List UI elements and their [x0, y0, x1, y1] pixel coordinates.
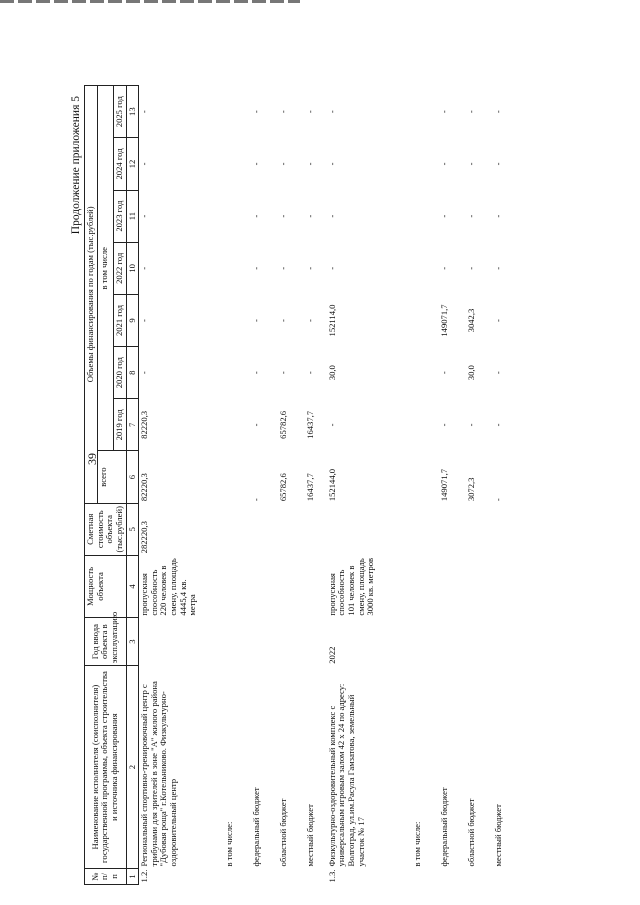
year-value: [407, 399, 434, 451]
year-value: -: [139, 266, 150, 270]
commission-year: [407, 618, 434, 666]
year-value: -: [277, 319, 288, 322]
year-value: -: [438, 162, 449, 166]
object-row: [139, 86, 219, 885]
year-value: -: [250, 266, 261, 270]
column-number: 8: [126, 347, 139, 399]
column-number: 5: [126, 503, 139, 555]
year-value: 82220,3: [139, 410, 150, 439]
total-value: [219, 451, 246, 503]
total-value: 65782,6: [277, 473, 288, 502]
year-value: -: [139, 214, 150, 218]
year-value: [407, 190, 434, 242]
row-num: [219, 868, 246, 884]
year-value: -: [326, 423, 337, 427]
commission-year: [246, 618, 273, 666]
header-total: всего: [97, 451, 126, 503]
column-number: 6: [126, 451, 139, 503]
year-value: -: [438, 214, 449, 218]
year-value: -: [492, 110, 503, 114]
year-value: [407, 242, 434, 294]
year-value: -: [139, 162, 150, 166]
year-value: -: [250, 371, 261, 375]
column-number: 10: [126, 242, 139, 294]
column-number: 9: [126, 294, 139, 346]
year-value: 149071,7: [438, 304, 449, 337]
capacity: [246, 555, 273, 617]
header-year-2020: 2020 год: [113, 347, 126, 399]
row-num: [488, 868, 515, 884]
commission-year: [273, 618, 300, 666]
year-value: -: [277, 214, 288, 218]
total-value: 152144,0: [326, 468, 337, 502]
year-value: [219, 399, 246, 451]
year-value: -: [277, 162, 288, 166]
commission-year: [219, 618, 246, 666]
commission-year: 2022: [326, 646, 337, 664]
year-value: [219, 138, 246, 190]
year-value: -: [492, 162, 503, 166]
year-value: 65782,6: [277, 410, 288, 439]
capacity: [273, 555, 300, 617]
year-value: 16437,7: [304, 410, 315, 439]
object-row: [327, 86, 407, 885]
year-value: -: [277, 110, 288, 114]
year-value: [219, 86, 246, 138]
year-value: -: [250, 162, 261, 166]
row-num: [461, 868, 488, 884]
commission-year: [300, 618, 327, 666]
header-year-2022: 2022 год: [113, 242, 126, 294]
budget-row: [273, 86, 300, 885]
estimated-cost: [461, 503, 488, 555]
year-value: -: [250, 214, 261, 218]
year-value: [219, 294, 246, 346]
column-number: 7: [126, 399, 139, 451]
page-number: 39: [85, 453, 99, 465]
year-value: -: [326, 266, 337, 270]
incl-label-row: [407, 86, 434, 885]
year-value: -: [465, 162, 476, 166]
year-value: -: [304, 371, 315, 375]
budget-row: [300, 86, 327, 885]
header-funding: Объемы финансирования по годам (тыс.рублей): [85, 86, 98, 504]
estimated-cost: [434, 503, 461, 555]
header-cost: Сметная стоимость объекта (тыс.рублей): [85, 503, 127, 555]
header-year-2019: 2019 год: [113, 399, 126, 451]
year-value: -: [465, 110, 476, 114]
year-value: [219, 347, 246, 399]
budget-name: областной бюджет: [465, 798, 476, 867]
total-value: 3072,3: [465, 477, 476, 502]
commission-year: [434, 618, 461, 666]
year-value: -: [250, 423, 261, 427]
budget-name: федеральный бюджет: [250, 787, 261, 867]
estimated-cost: [407, 503, 434, 555]
commission-year: [461, 618, 488, 666]
header-year-2025: 2025 год: [113, 86, 126, 138]
total-value: [407, 451, 434, 503]
year-value: -: [438, 423, 449, 427]
capacity: пропускная способность 101 человек в смену, площадь 3000 кв. метров: [326, 557, 376, 616]
column-number: 2: [126, 666, 139, 869]
total-value: 149071,7: [438, 468, 449, 502]
year-value: -: [139, 319, 150, 322]
capacity: [219, 555, 246, 617]
year-value: -: [438, 371, 449, 375]
year-value: -: [304, 214, 315, 218]
row-num: 1.2.: [139, 869, 150, 883]
year-value: -: [465, 423, 476, 427]
year-value: [407, 86, 434, 138]
header-num: № п/п: [85, 868, 127, 884]
object-name: Физкультурно-оздоровительный комплекс с универсальным игровым залом 42 х 24 по адресу: Волгоград, ул.им.Расула Гамзатова, земельный участок № 17: [326, 683, 366, 867]
estimated-cost: [273, 503, 300, 555]
incl-label-row: [219, 86, 246, 885]
year-value: 30,0: [326, 365, 337, 381]
column-number: 13: [126, 86, 139, 138]
header-year-2023: 2023 год: [113, 190, 126, 242]
estimated-cost: 282220,3: [139, 521, 150, 554]
year-value: [407, 138, 434, 190]
column-number: 4: [126, 555, 139, 617]
estimated-cost: [488, 503, 515, 555]
budget-row: [488, 86, 515, 885]
budget-name: федеральный бюджет: [438, 787, 449, 867]
year-value: -: [465, 214, 476, 218]
object-name: Региональный спортивно-тренировочный центр с трибунами для зрителей в зоне "А" жилого района "Дубовая роща" г.Котельниково. Физкультурно-оздоровительный центр: [139, 681, 178, 867]
column-number: 1: [126, 868, 139, 884]
year-value: -: [304, 162, 315, 166]
capacity: [300, 555, 327, 617]
total-value: 82220,3: [139, 473, 150, 502]
budget-row: [461, 86, 488, 885]
estimated-cost: [300, 503, 327, 555]
year-value: -: [304, 319, 315, 322]
year-value: -: [277, 266, 288, 270]
year-value: -: [250, 319, 261, 322]
column-number: 3: [126, 618, 139, 666]
year-value: [407, 294, 434, 346]
row-num: [246, 868, 273, 884]
header-incl: в том числе: [97, 86, 113, 451]
header-year: Год ввода объекта в эксплуатацию: [85, 618, 127, 666]
year-value: -: [250, 110, 261, 114]
header-year-2024: 2024 год: [113, 138, 126, 190]
row-num: [300, 868, 327, 884]
budget-name: в том числе:: [223, 821, 234, 867]
year-value: [219, 190, 246, 242]
year-value: -: [438, 266, 449, 270]
year-value: -: [139, 371, 150, 375]
column-numbers-row: [126, 86, 139, 885]
year-value: 3042,3: [465, 308, 476, 333]
budget-name: в том числе:: [411, 821, 422, 867]
year-value: -: [492, 423, 503, 427]
budget-name: местный бюджет: [304, 804, 315, 867]
total-value: 16437,7: [304, 473, 315, 502]
estimated-cost: [246, 503, 273, 555]
year-value: -: [465, 266, 476, 270]
budget-row: [434, 86, 461, 885]
budget-row: [246, 86, 273, 885]
budget-name: областной бюджет: [277, 798, 288, 867]
row-num: [434, 868, 461, 884]
total-value: -: [250, 498, 261, 502]
financing-table: [84, 85, 515, 885]
estimated-cost: [219, 503, 246, 555]
capacity: пропускная способность 220 человек в смену, площадь 4445,4 кв. метра: [139, 558, 198, 616]
year-value: 30,0: [465, 365, 476, 381]
year-value: -: [492, 319, 503, 322]
total-value: -: [492, 498, 503, 502]
capacity: [461, 555, 488, 617]
column-number: 11: [126, 190, 139, 242]
year-value: -: [326, 214, 337, 218]
header-name: Наименование исполнителя (соисполнителя) государственной программы, объекта строительства и источника финансирования: [85, 666, 127, 869]
year-value: -: [277, 371, 288, 375]
column-number: 12: [126, 138, 139, 190]
header-capacity: Мощность объекта: [85, 555, 127, 617]
row-num: 1.3.: [326, 869, 337, 883]
year-value: [219, 242, 246, 294]
capacity: [434, 555, 461, 617]
year-value: -: [304, 110, 315, 114]
year-value: -: [438, 110, 449, 114]
year-value: -: [326, 110, 337, 114]
budget-name: местный бюджет: [492, 804, 503, 867]
year-value: -: [304, 266, 315, 270]
continuation-title: Продолжение приложения 5: [70, 96, 82, 235]
estimated-cost: [327, 503, 407, 555]
year-value: 152114,0: [326, 304, 337, 337]
header-year-2021: 2021 год: [113, 294, 126, 346]
row-num: [407, 868, 434, 884]
commission-year: [139, 618, 219, 666]
capacity: [488, 555, 515, 617]
year-value: -: [492, 266, 503, 270]
row-num: [273, 868, 300, 884]
year-value: -: [139, 110, 150, 114]
year-value: -: [492, 214, 503, 218]
commission-year: [488, 618, 515, 666]
capacity: [407, 555, 434, 617]
year-value: [407, 347, 434, 399]
year-value: -: [492, 371, 503, 375]
year-value: -: [326, 162, 337, 166]
